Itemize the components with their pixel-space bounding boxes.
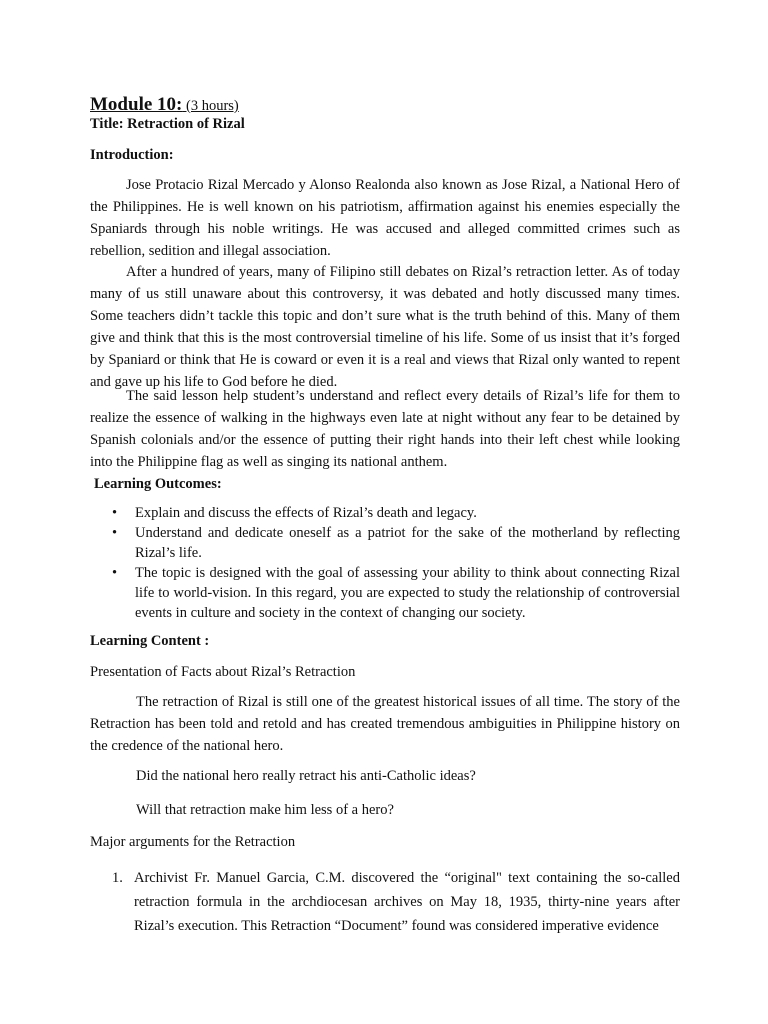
retraction-facts-subheading: Presentation of Facts about Rizal’s Retraction — [90, 664, 356, 680]
module-name: Module 10 — [90, 94, 177, 115]
introduction-heading: Introduction: — [90, 147, 174, 163]
item-number: 1. — [112, 870, 123, 886]
outcome-text: Explain and discuss the effects of Rizal’s death and legacy. — [135, 505, 477, 521]
content-paragraph: The retraction of Rizal is still one of the greatest historical issues of all time. The story of the Retraction has been told and retold and has created tremendous ambiguities in Philippine history on the credence of the national hero. — [90, 694, 680, 754]
module-heading — [90, 94, 239, 116]
bullet-icon: • — [112, 505, 118, 521]
list-item — [112, 503, 680, 523]
learning-outcomes-heading: Learning Outcomes: — [94, 476, 222, 492]
module-title: Title: Retraction of Rizal — [90, 116, 245, 132]
question-1: Did the national hero really retract his anti-Catholic ideas? — [136, 768, 476, 784]
learning-content-heading: Learning Content : — [90, 633, 210, 649]
intro-paragraph-3: The said lesson help student’s understand and reflect every details of Rizal’s life for them to realize the essence of walking in the highways even late at night without any fear to be detained by Spanish colonials and/or the essence of putting their right hands into their left chest while looking into the Philippine flag as well as singing its national anthem. — [90, 388, 680, 470]
bullet-icon: • — [112, 565, 118, 581]
list-item — [112, 523, 680, 563]
item-text: Archivist Fr. Manuel Garcia, C.M. discovered the “original" text containing the so-called retraction formula in the archdiocesan archives on May 18, 1935, thirty-nine years after Rizal’s execution. This Retraction “Document” found was considered imperative evidence — [134, 870, 680, 934]
bullet-icon: • — [112, 525, 118, 541]
intro-paragraph-2: After a hundred of years, many of Filipino still debates on Rizal’s retraction letter. As of today many of us still unaware about this controversy, it was debated and hotly discussed many times. Some teachers didn’t tackle this topic and don’t sure what is the truth behind of this. Many of them give and think that this is the most controversial timeline of his life. Some of us insist that it’s forged by Spaniard or think that He is coward or even it is a real and views that Rizal only wanted to repent and gave up his life to God before he died. — [90, 264, 680, 390]
module-hours: (3 hours) — [182, 98, 239, 114]
arguments-heading: Major arguments for the Retraction — [90, 834, 296, 850]
outcome-text: Understand and dedicate oneself as a patriot for the sake of the motherland by reflecting Rizal’s life. — [135, 525, 680, 561]
question-2: Will that retraction make him less of a hero? — [136, 802, 394, 818]
module-colon: : — [176, 94, 183, 115]
numbered-list-item — [112, 866, 680, 938]
intro-paragraph-1: Jose Protacio Rizal Mercado y Alonso Realonda also known as Jose Rizal, a National Hero of the Philippines. He is well known on his patriotism, affirmation against his enemies especially the Spaniards through his noble writings. He was accused and alleged committed crimes such as rebellion, sedition and illegal association. — [90, 177, 680, 259]
outcome-text: The topic is designed with the goal of assessing your ability to think about connecting Rizal life to world-vision. In this regard, you are expected to study the relationship of controversial events in culture and society in the context of changing our society. — [135, 565, 680, 621]
learning-outcomes-list — [112, 503, 680, 623]
list-item — [112, 563, 680, 623]
